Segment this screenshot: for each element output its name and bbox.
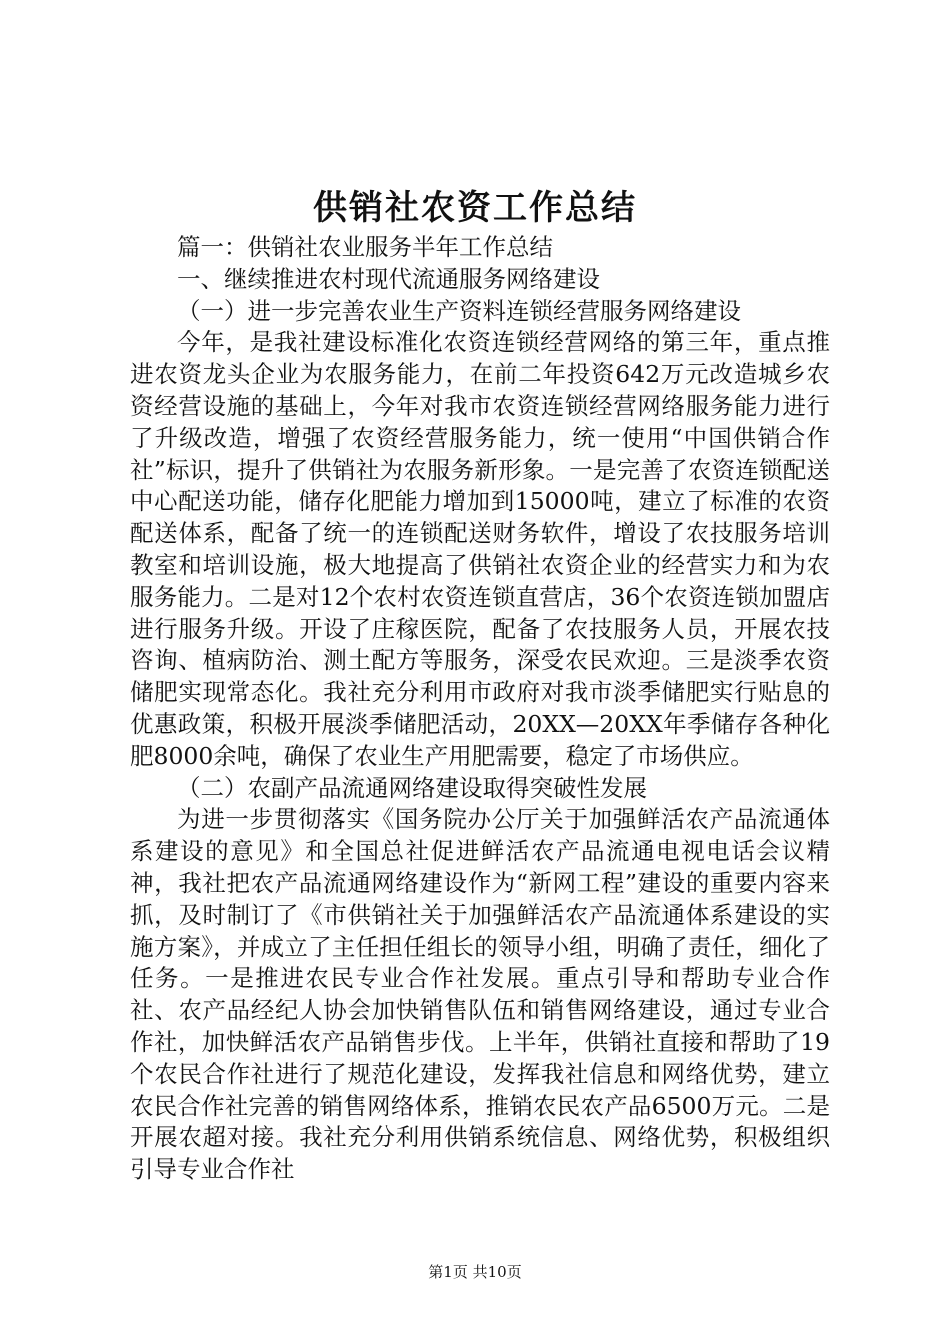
section-heading: 一、继续推进农村现代流通服务网络建设	[177, 264, 600, 293]
body-paragraph: 为进一步贯彻落实《国务院办公厅关于加强鲜活农产品流通体系建设的意见》和全国总社促进鲜活农产品流通电视电话会议精神，我社把农产品流通网络建设作为“新网工程”建设的重要内容来抓，及时制订了《市供销社关于加强鲜活农产品流通体系建设的实施方案》，并成立了主任担任组长的领导小组，明确了责任，细化了任务。一是推进农民专业合作社发展。重点引导和帮助专业合作社、农产品经纪人协会加快销售队伍和销售网络建设，通过专业合作社，加快鲜活农产品销售步伐。上半年，供销社直接和帮助了19个农民合作社进行了规范化建设，发挥我社信息和网络优势，建立农民合作社完善的销售网络体系，推销农民农产品6500万元。二是开展农超对接。我社充分利用供销系统信息、网络优势，积极组织引导专业合作社	[130, 805, 830, 1184]
section-heading: 篇一：供销社农业服务半年工作总结	[177, 233, 553, 261]
body-paragraph: 今年，是我社建设标准化农资连锁经营网络的第三年，重点推进农资龙头企业为农服务能力，在前二年投资642万元改造城乡农资经营设施的基础上，今年对我市农资连锁经营网络服务能力进行了升级改造，增强了农资经营服务能力，统一使用“中国供销合作社”标识，提升了供销社为农服务新形象。一是完善了农资连锁配送中心配送功能，储存化肥能力增加到15000吨，建立了标准的农资配送体系，配备了统一的连锁配送财务软件，增设了农技服务培训教室和培训设施，极大地提高了供销社农资企业的经营实力和为农服务能力。二是对12个农村农资连锁直营店，36个农资连锁加盟店进行服务升级。开设了庄稼医院，配备了农技服务人员，开展农技咨询、植病防治、测土配方等服务，深受农民欢迎。三是淡季农资储肥实现常态化。我社充分利用市政府对我市淡季储肥实行贴息的优惠政策，积极开展淡季储肥活动，20XX—20XX年季储存各种化肥8000余吨，确保了农业生产用肥需要，稳定了市场供应。	[130, 328, 830, 770]
document-title: 供销社农资工作总结	[313, 188, 637, 228]
subsection-heading: （二）农副产品流通网络建设取得突破性发展	[177, 773, 647, 802]
page-footer: 第1页 共10页	[428, 1263, 522, 1281]
document-body	[130, 232, 830, 1186]
subsection-heading: （一）进一步完善农业生产资料连锁经营服务网络建设	[177, 296, 741, 325]
